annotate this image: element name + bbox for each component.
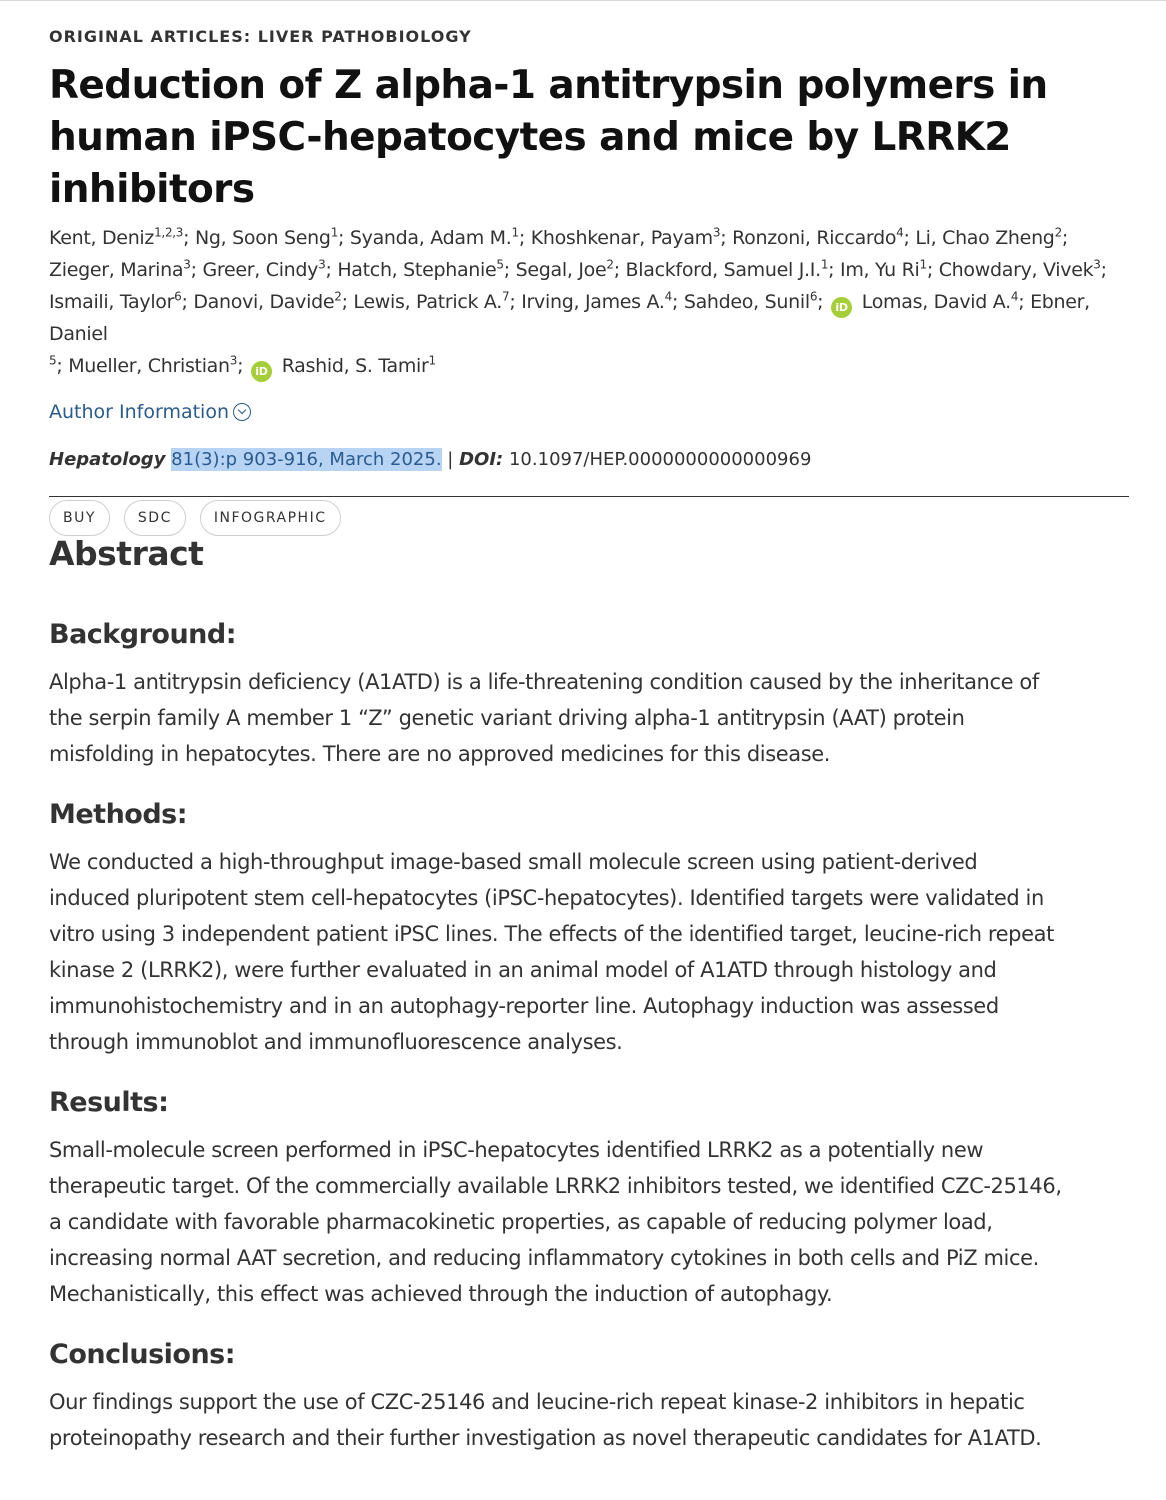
abstract-text-line: induced pluripotent stem cell-hepatocytes (iPSC-hepatocytes). Identified targets were validated in [49, 886, 1044, 910]
abstract-text-line: Alpha-1 antitrypsin deficiency (A1ATD) is a life-threatening condition caused by the inheritance of [49, 670, 1039, 694]
abstract-text-line: a candidate with favorable pharmacokinetic properties, as capable of reducing polymer load, [49, 1210, 993, 1234]
section-heading: Background: [49, 619, 237, 650]
abstract-text-line: immunohistochemistry and in an autophagy-reporter line. Autophagy induction was assessed [49, 994, 999, 1018]
author-link[interactable]: Lomas, David A.$^4$ [861, 289, 1019, 313]
infographic-button[interactable]: INFOGRAPHIC [200, 500, 341, 536]
section-divider [49, 496, 1129, 497]
author-link[interactable]: Greer, Cindy$^3$ [202, 257, 326, 281]
abstract-text-line: the serpin family A member 1 “Z” genetic variant driving alpha-1 antitrypsin (AAT) protein [49, 706, 965, 730]
author-link[interactable]: Chowdary, Vivek$^3$ [938, 257, 1101, 281]
abstract-text-line: misfolding in hepatocytes. There are no approved medicines for this disease. [49, 742, 831, 766]
abstract-section-background [49, 616, 1134, 772]
orcid-icon[interactable]: iD [251, 361, 272, 382]
abstract-text-line: increasing normal AAT secretion, and reducing inflammatory cytokines in both cells and PiZ mice. [49, 1246, 1039, 1270]
section-heading: Results: [49, 1087, 169, 1118]
top-divider [0, 0, 1166, 1]
author-line-3: Ismaili, Taylor$^6$; Danovi, Davide$^2$; Lewis, Patrick A.$^7$; Irving, James A.$^4$; Sahdeo, Sunil$^6$; iD Lomas, David A.$^4$; Ebner, Daniel [49, 289, 1090, 345]
chevron-down-icon [233, 403, 251, 421]
author-line-1: Kent, Deniz$^{1,2,3}$; Ng, Soon Seng$^1$; Syanda, Adam M.$^1$; Khoshkenar, Payam$^3$; Ronzoni, Riccardo$^4$; Li, Chao Zheng$^2$; [49, 225, 1069, 249]
abstract-text-line: Mechanistically, this effect was achieved through the induction of autophagy. [49, 1282, 833, 1306]
citation [49, 446, 1129, 474]
author-link[interactable]: Lewis, Patrick A.$^7$ [353, 289, 510, 313]
abstract-section-conclusions [49, 1336, 1134, 1456]
author-link[interactable]: Segal, Joe$^2$ [515, 257, 614, 281]
author-list [49, 222, 1129, 382]
abstract-text-line: therapeutic target. Of the commercially available LRRK2 inhibitors tested, we identified CZC-25146, [49, 1174, 1062, 1198]
author-link[interactable]: Ebner, Daniel [49, 291, 1090, 345]
article-header [49, 26, 1129, 536]
abstract [49, 530, 1134, 1456]
citation-separator: | [447, 449, 454, 470]
author-link[interactable]: Ng, Soon Seng$^1$ [194, 225, 339, 249]
abstract-text-line: kinase 2 (LRRK2), were further evaluated in an animal model of A1ATD through histology and [49, 958, 997, 982]
sdc-button[interactable]: SDC [124, 500, 186, 536]
author-link[interactable]: Danovi, Davide$^2$ [193, 289, 342, 313]
abstract-text-line: Small-molecule screen performed in iPSC-hepatocytes identified LRRK2 as a potentially new [49, 1138, 984, 1162]
author-line-4: $^5$; Mueller, Christian$^3$; iD Rashid, S. Tamir$^1$ [49, 350, 1129, 382]
author-link[interactable]: Hatch, Stephanie$^5$ [337, 257, 504, 281]
volume-pages-date[interactable]: 81(3):p 903-916, March 2025. [171, 449, 442, 470]
doi-value[interactable]: 10.1097/HEP.0000000000000969 [508, 449, 812, 470]
author-link[interactable]: Irving, James A.$^4$ [521, 289, 672, 313]
article-title: Reduction of Z alpha-1 antitrypsin polymers in human iPSC-hepatocytes and mice by LRRK2 inhibitors [49, 63, 1048, 212]
abstract-text-line: through immunoblot and immunofluorescence analyses. [49, 1030, 623, 1054]
abstract-heading: Abstract [49, 534, 204, 573]
author-link[interactable]: Kent, Deniz$^{1,2,3}$ [49, 225, 184, 249]
author-link[interactable]: Im, Yu Ri$^1$ [840, 257, 927, 281]
author-information-toggle[interactable] [49, 398, 251, 426]
author-link[interactable]: Syanda, Adam M.$^1$ [349, 225, 519, 249]
abstract-text-line: We conducted a high-throughput image-based small molecule screen using patient-derived [49, 850, 978, 874]
author-link[interactable]: Rashid, S. Tamir$^1$ [281, 353, 436, 377]
author-information-label: Author Information [49, 401, 229, 423]
abstract-section-methods [49, 796, 1134, 1060]
orcid-icon[interactable]: iD [831, 297, 852, 318]
buy-button[interactable]: BUY [49, 500, 110, 536]
abstract-text-line: vitro using 3 independent patient iPSC lines. The effects of the identified target, leucine-rich repeat [49, 922, 1054, 946]
author-line-2: Zieger, Marina$^3$; Greer, Cindy$^3$; Hatch, Stephanie$^5$; Segal, Joe$^2$; Blackford, Samuel J.I.$^1$; Im, Yu Ri$^1$; Chowdary, Vivek$^3$; [49, 257, 1107, 281]
author-link[interactable]: Li, Chao Zheng$^2$ [915, 225, 1062, 249]
author-link[interactable]: Ismaili, Taylor$^6$ [49, 289, 182, 313]
author-link[interactable]: Mueller, Christian$^3$ [68, 353, 238, 377]
author-link[interactable]: Ronzoni, Riccardo$^4$ [732, 225, 904, 249]
doi-label: DOI: [459, 449, 504, 470]
author-link[interactable]: Sahdeo, Sunil$^6$ [683, 289, 818, 313]
author-affiliation: 5 [49, 353, 57, 368]
section-heading: Conclusions: [49, 1339, 236, 1370]
author-link[interactable]: Blackford, Samuel J.I.$^1$ [625, 257, 829, 281]
abstract-text-line: proteinopathy research and their further investigation as novel therapeutic candidates for A1ATD. [49, 1426, 1042, 1450]
journal-name[interactable]: Hepatology [49, 449, 166, 470]
abstract-section-results [49, 1084, 1134, 1312]
article-category: ORIGINAL ARTICLES: LIVER PATHOBIOLOGY [49, 27, 472, 46]
section-heading: Methods: [49, 799, 188, 830]
abstract-text-line: Our findings support the use of CZC-25146 and leucine-rich repeat kinase-2 inhibitors in hepatic [49, 1390, 1025, 1414]
author-link[interactable]: Zieger, Marina$^3$ [49, 257, 191, 281]
author-link[interactable]: Khoshkenar, Payam$^3$ [530, 225, 721, 249]
